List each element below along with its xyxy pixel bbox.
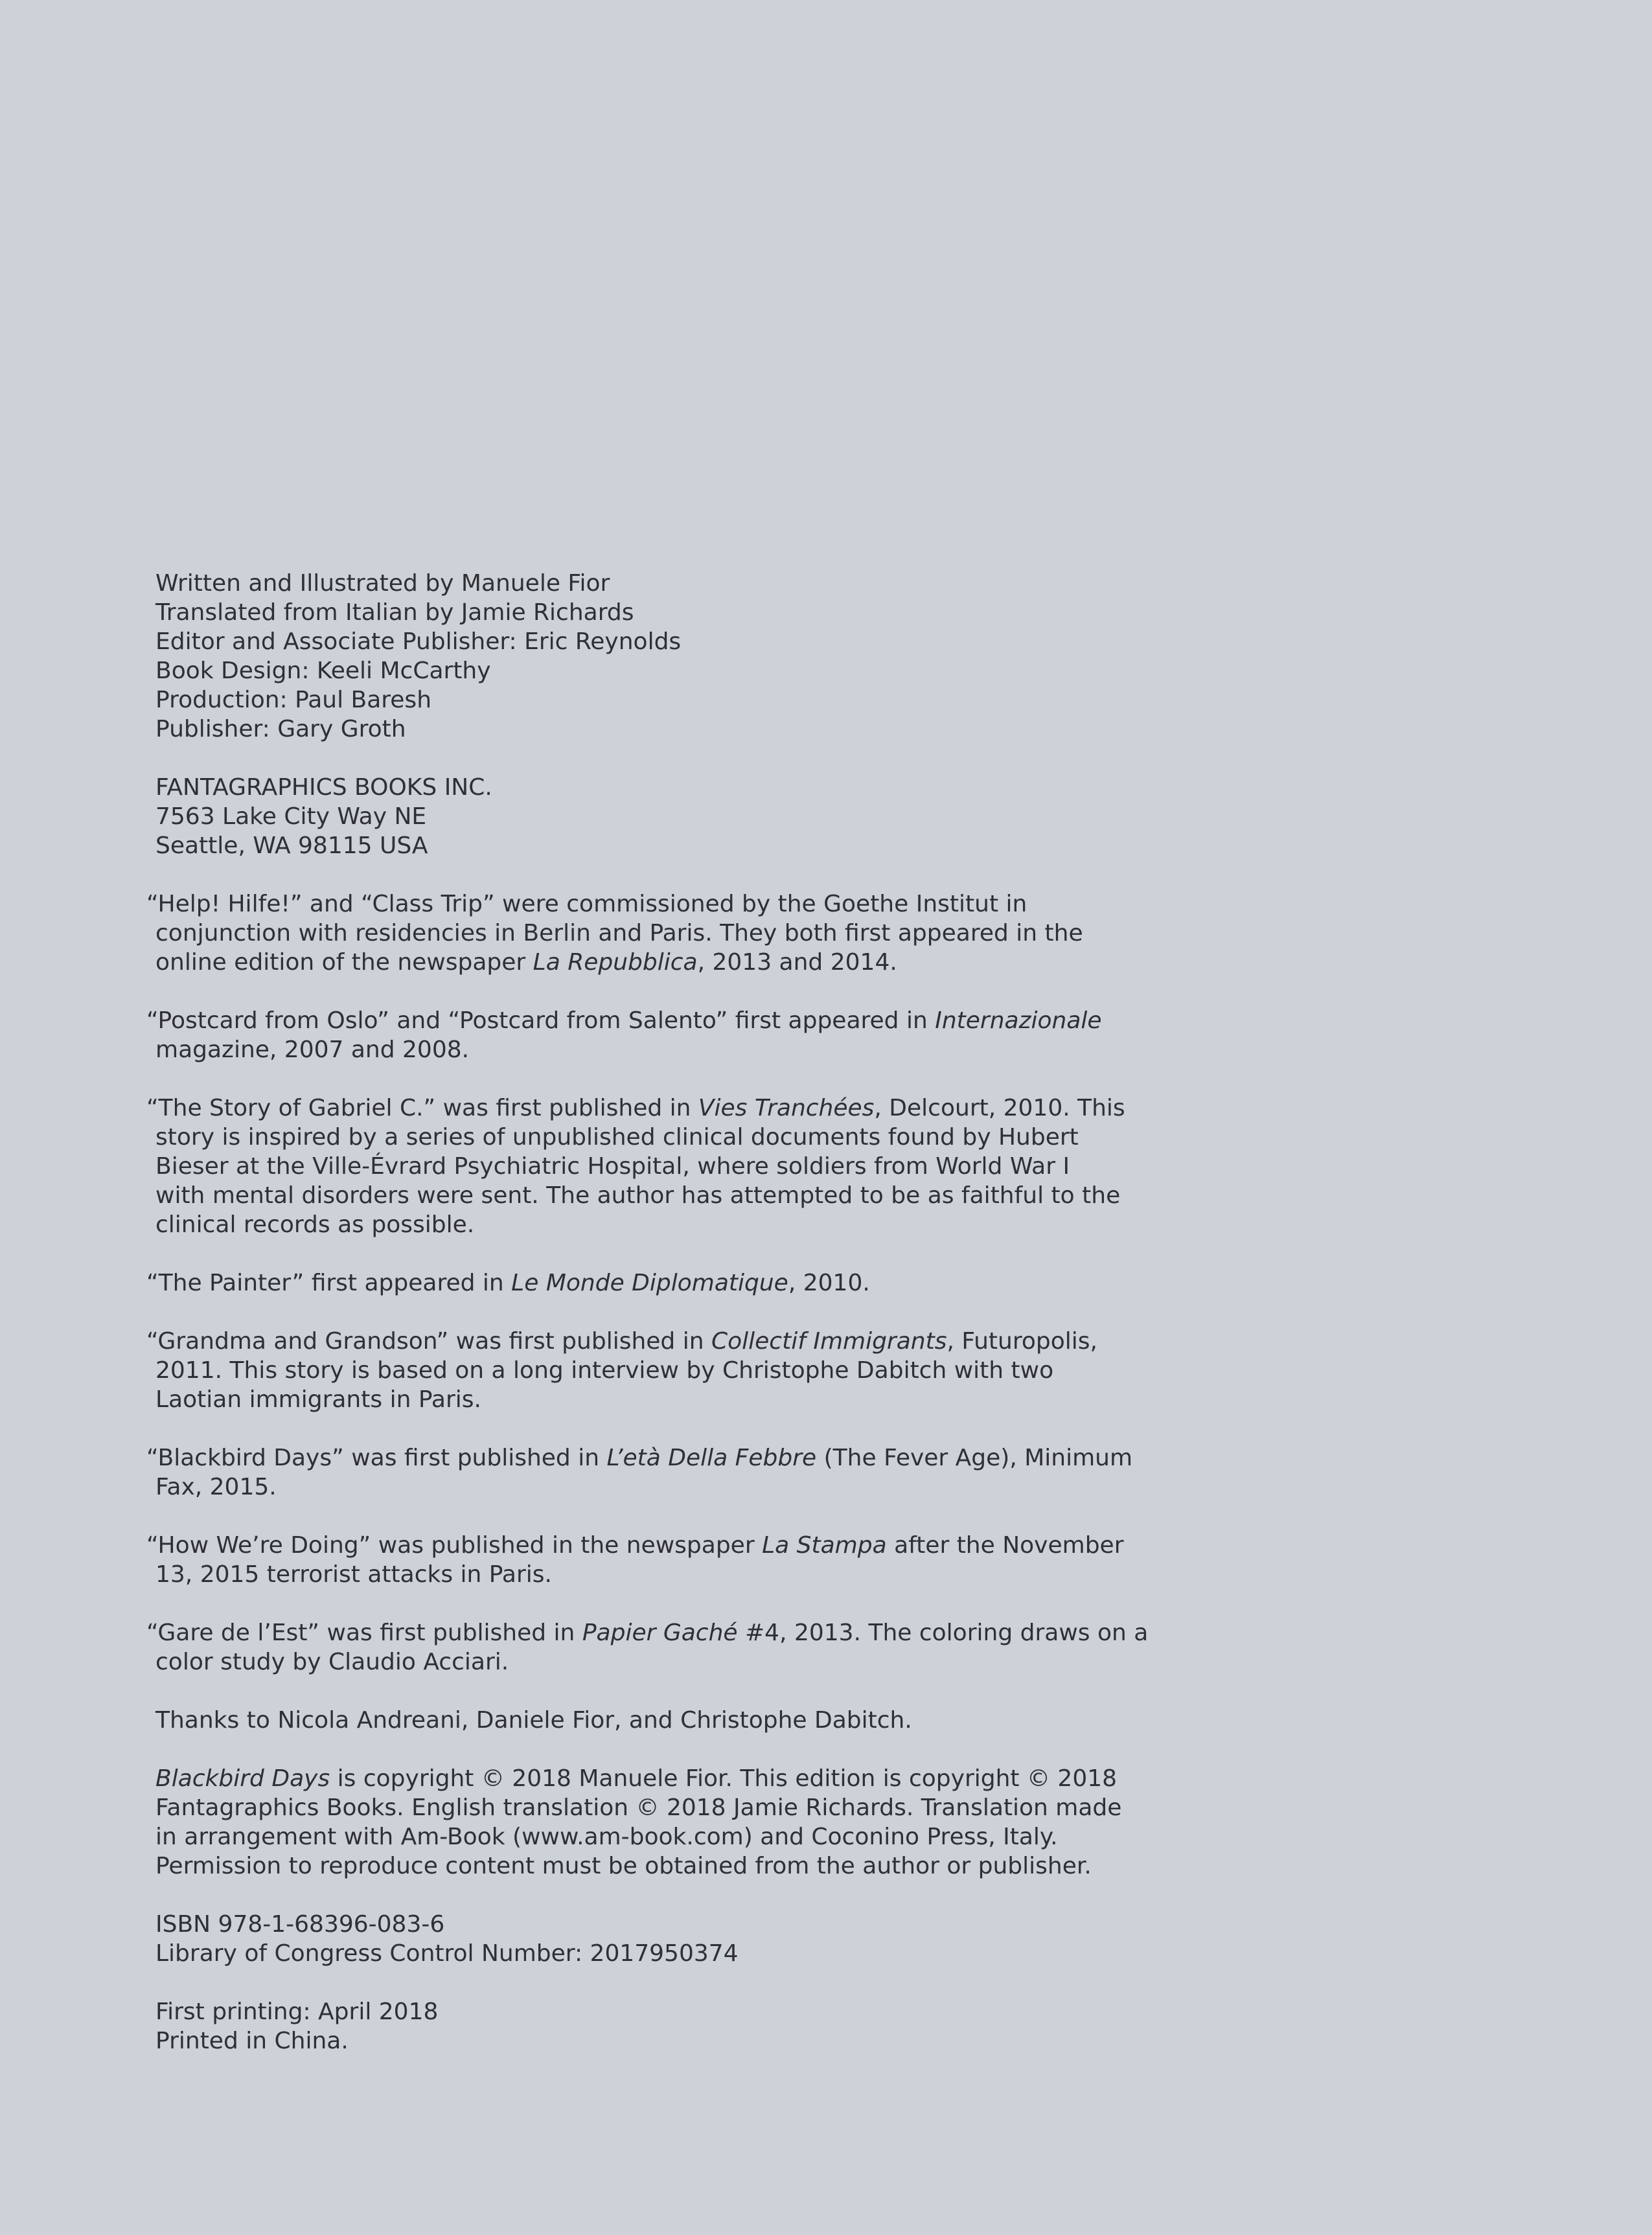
publication-title: Vies Tranchées xyxy=(698,1095,875,1121)
note-how-doing xyxy=(146,1531,1124,1589)
copyright-line: Fantagraphics Books. English translation © 2018 Jamie Richards. Translation made xyxy=(155,1794,1122,1821)
note-line: “Postcard from Oslo” and “Postcard from Salento” first appeared in Internazionale xyxy=(146,1007,1102,1034)
note-line: “Help! Hilfe!” and “Class Trip” were commissioned by the Goethe Institut in xyxy=(146,891,1027,917)
note-gabriel xyxy=(146,1094,1125,1239)
note-painter xyxy=(146,1268,1062,1298)
note-line: “How We’re Doing” was published in the newspaper La Stampa after the November xyxy=(146,1532,1124,1559)
publisher-name: FANTAGRAPHICS BOOKS INC. xyxy=(155,774,492,801)
publication-title: La Stampa xyxy=(762,1532,887,1559)
publication-title: L’età Della Febbre xyxy=(606,1445,817,1471)
note-grandma xyxy=(146,1327,1097,1414)
credit-line: Publisher: Gary Groth xyxy=(155,716,406,742)
note-gare xyxy=(146,1618,1149,1677)
credit-line: Written and Illustrated by Manuele Fior xyxy=(155,570,610,597)
publication-title: Papier Gaché xyxy=(582,1620,738,1646)
credit-line: Production: Paul Baresh xyxy=(155,687,432,713)
thanks-line: Thanks to Nicola Andreani, Daniele Fior, and Christophe Dabitch. xyxy=(155,1707,912,1734)
copyright-page xyxy=(146,569,1149,2085)
printing-block xyxy=(155,1997,1062,2056)
note-line: “The Story of Gabriel C.” was first published in Vies Tranchées, Delcourt, 2010. This xyxy=(146,1095,1125,1121)
note-line: magazine, 2007 and 2008. xyxy=(155,1037,470,1063)
publication-title: La Repubblica xyxy=(533,949,698,976)
lccn: Library of Congress Control Number: 2017950374 xyxy=(155,1940,739,1967)
isbn: ISBN 978-1-68396-083-6 xyxy=(155,1911,445,1938)
thanks xyxy=(155,1706,1062,1735)
note-line: “Grandma and Grandson” was first published in Collectif Immigrants, Futuropolis, xyxy=(146,1328,1097,1355)
note-line: Bieser at the Ville-Évrard Psychiatric Hospital, where soldiers from World War I xyxy=(155,1153,1070,1180)
note-line: Laotian immigrants in Paris. xyxy=(155,1386,481,1413)
note-line: online edition of the newspaper La Repubblica, 2013 and 2014. xyxy=(155,949,897,976)
note-line: story is inspired by a series of unpublished clinical documents found by Hubert xyxy=(155,1124,1079,1151)
note-line: color study by Claudio Acciari. xyxy=(155,1649,509,1675)
address-city: Seattle, WA 98115 USA xyxy=(155,832,428,859)
note-line: “Blackbird Days” was first published in L’età Della Febbre (The Fever Age), Minimum xyxy=(146,1445,1133,1471)
copyright-line: Blackbird Days is copyright © 2018 Manuele Fior. This edition is copyright © 2018 xyxy=(155,1765,1118,1792)
credit-line: Editor and Associate Publisher: Eric Reynolds xyxy=(155,628,682,655)
note-line: clinical records as possible. xyxy=(155,1211,475,1238)
publisher-address xyxy=(155,773,1062,860)
credit-line: Book Design: Keeli McCarthy xyxy=(155,658,491,684)
note-blackbird xyxy=(146,1443,1133,1502)
printing-location: Printed in China. xyxy=(155,2028,349,2054)
note-help-hilfe xyxy=(146,889,1083,977)
note-line: “The Painter” first appeared in Le Monde Diplomatique, 2010. xyxy=(146,1270,870,1296)
credit-line: Translated from Italian by Jamie Richards xyxy=(155,599,634,626)
address-street: 7563 Lake City Way NE xyxy=(155,803,427,830)
publication-title: Collectif Immigrants xyxy=(711,1328,947,1355)
copyright-line: Permission to reproduce content must be obtained from the author or publisher. xyxy=(155,1853,1092,1879)
copyright-line: in arrangement with Am-Book (www.am-book.com) and Coconino Press, Italy. xyxy=(155,1824,1058,1850)
credits-block xyxy=(155,569,1062,744)
note-line: 13, 2015 terrorist attacks in Paris. xyxy=(155,1561,552,1588)
note-line: Fax, 2015. xyxy=(155,1474,277,1500)
note-line: 2011. This story is based on a long interview by Christophe Dabitch with two xyxy=(155,1357,1054,1384)
publication-title: Internazionale xyxy=(935,1007,1102,1034)
note-postcard xyxy=(146,1006,1102,1064)
note-line: “Gare de l’Est” was first published in Papier Gaché #4, 2013. The coloring draws on a xyxy=(146,1620,1149,1646)
note-line: conjunction with residencies in Berlin and Paris. They both first appeared in the xyxy=(155,920,1083,946)
isbn-block xyxy=(155,1910,1062,1968)
publication-title: Le Monde Diplomatique xyxy=(511,1270,788,1296)
copyright-notice xyxy=(155,1764,1122,1881)
printing-date: First printing: April 2018 xyxy=(155,1999,439,2025)
note-line: with mental disorders were sent. The author has attempted to be as faithful to the xyxy=(155,1182,1121,1209)
book-title: Blackbird Days xyxy=(155,1765,330,1792)
